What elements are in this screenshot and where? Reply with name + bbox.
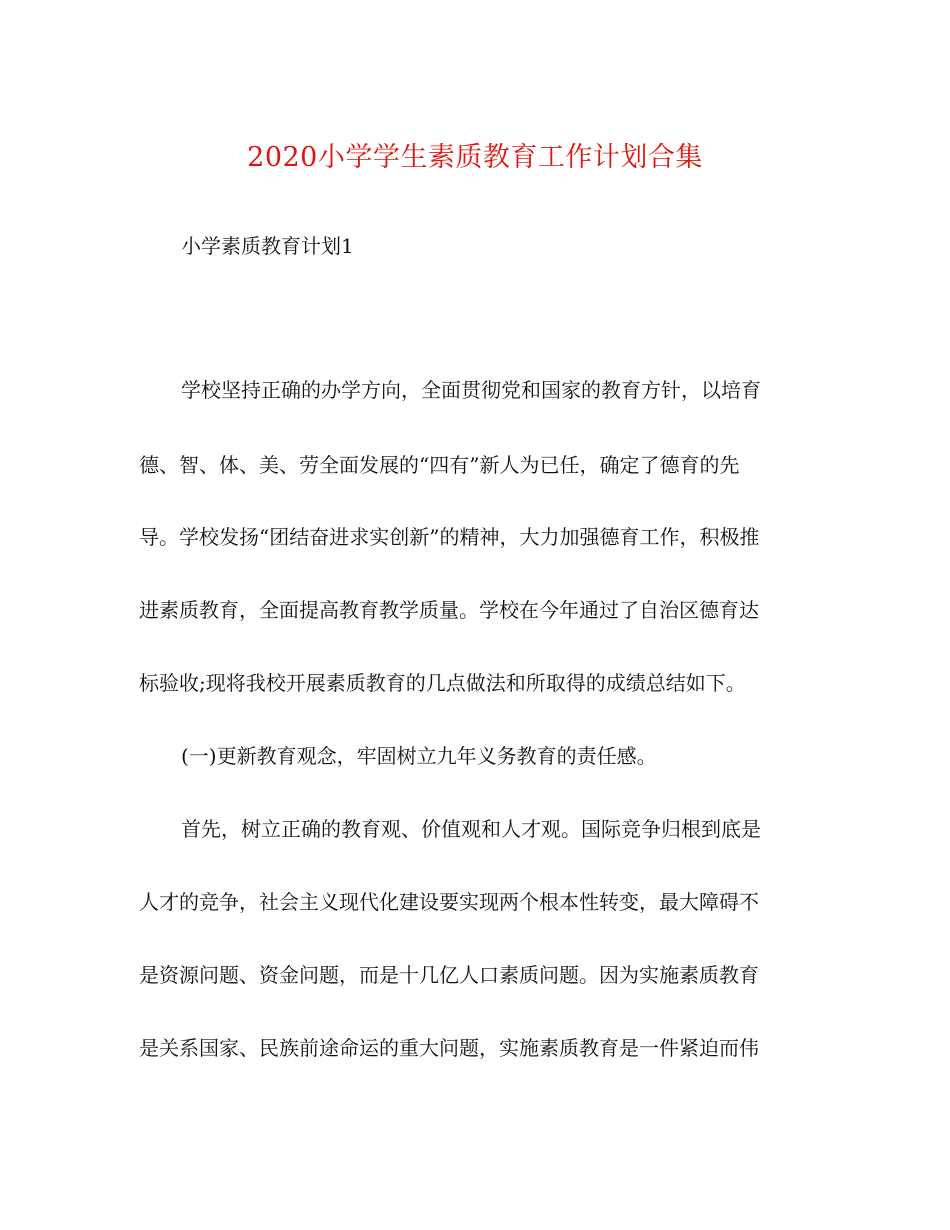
- paragraph-line: 人才的竞争，社会主义现代化建设要实现两个根本性转变，最大障碍不: [139, 890, 759, 914]
- paragraph-line: 德、智、体、美、劳全面发展的“四有”新人为已任，确定了德育的先: [139, 453, 740, 477]
- paragraph-line: 是资源问题、资金问题，而是十几亿人口素质问题。因为实施素质教育: [139, 963, 759, 987]
- paragraph-line: 是关系国家、民族前途命运的重大问题，实施素质教育是一件紧迫而伟: [139, 1036, 759, 1060]
- paragraph-line: (一)更新教育观念，牢固树立九年义务教育的责任感。: [181, 744, 657, 768]
- paragraph-line: 导。学校发扬“团结奋进求实创新”的精神，大力加强德育工作，积极推: [139, 525, 760, 549]
- paragraph-line: 首先，树立正确的教育观、价值观和人才观。国际竞争归根到底是: [181, 817, 761, 841]
- paragraph-line: 学校坚持正确的办学方向，全面贯彻党和国家的教育方针，以培育: [181, 378, 761, 402]
- paragraph-line: 进素质教育，全面提高教育教学质量。学校在今年通过了自治区德育达: [139, 598, 759, 622]
- paragraph-line: 标验收;现将我校开展素质教育的几点做法和所取得的成绩总结如下。: [139, 671, 746, 695]
- document-title: 2020小学学生素质教育工作计划合集: [247, 142, 703, 173]
- section-heading: 小学素质教育计划1: [181, 234, 354, 258]
